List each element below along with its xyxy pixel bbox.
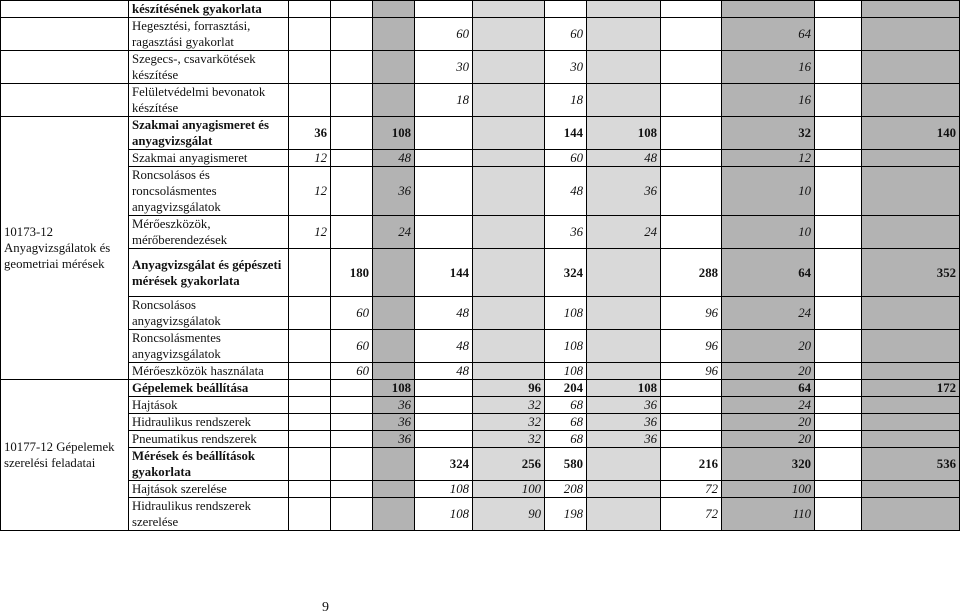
hours-cell [815, 84, 862, 117]
module-cell: 10173-12 Anyagvizsgálatok és geometriai mérések [1, 117, 129, 380]
hours-cell [862, 216, 960, 249]
table-row [1, 18, 960, 51]
table-row [1, 51, 960, 84]
hours-cell [331, 51, 373, 84]
hours-cell [473, 330, 545, 363]
hours-cell [415, 397, 473, 414]
subject-name: Szakmai anyagismeret [129, 150, 289, 167]
subject-name: Hajtások [129, 397, 289, 414]
hours-cell: 108 [587, 117, 661, 150]
hours-cell [473, 150, 545, 167]
hours-cell: 64 [722, 249, 815, 297]
table-row [1, 414, 960, 431]
hours-cell: 100 [722, 481, 815, 498]
hours-cell: 48 [373, 150, 415, 167]
hours-cell: 10 [722, 167, 815, 216]
hours-cell: 32 [473, 397, 545, 414]
hours-cell: 20 [722, 363, 815, 380]
hours-cell: 36 [373, 397, 415, 414]
hours-cell: 180 [331, 249, 373, 297]
hours-cell: 256 [473, 448, 545, 481]
hours-cell [862, 498, 960, 531]
hours-cell: 108 [373, 380, 415, 397]
hours-cell [473, 297, 545, 330]
subject-name: Hegesztési, forrasztási, ragasztási gyakorlat [129, 18, 289, 51]
hours-cell [862, 330, 960, 363]
hours-cell [815, 51, 862, 84]
hours-cell: 20 [722, 414, 815, 431]
hours-cell [587, 330, 661, 363]
hours-cell: 12 [722, 150, 815, 167]
subject-name: Roncsolásos és roncsolásmentes anyagvizsgálatok [129, 167, 289, 216]
hours-cell: 24 [722, 297, 815, 330]
hours-cell [415, 167, 473, 216]
hours-cell [415, 117, 473, 150]
hours-cell: 68 [545, 397, 587, 414]
hours-cell [473, 18, 545, 51]
hours-cell [587, 18, 661, 51]
subject-name: Szakmai anyagismeret és anyagvizsgálat [129, 117, 289, 150]
hours-cell [862, 150, 960, 167]
hours-cell [587, 297, 661, 330]
subject-name: Hidraulikus rendszerek [129, 414, 289, 431]
hours-cell [331, 414, 373, 431]
hours-cell [587, 481, 661, 498]
hours-cell: 20 [722, 330, 815, 363]
hours-cell [289, 18, 331, 51]
hours-cell: 20 [722, 431, 815, 448]
hours-cell: 216 [661, 448, 722, 481]
hours-cell: 16 [722, 51, 815, 84]
hours-cell: 24 [722, 397, 815, 414]
hours-cell [661, 414, 722, 431]
hours-cell [661, 216, 722, 249]
hours-cell: 64 [722, 380, 815, 397]
hours-cell [722, 1, 815, 18]
hours-cell [862, 431, 960, 448]
hours-cell: 60 [545, 150, 587, 167]
hours-cell [862, 167, 960, 216]
hours-cell [415, 431, 473, 448]
hours-cell [289, 363, 331, 380]
subject-name: készítésének gyakorlata [129, 1, 289, 18]
hours-cell: 324 [545, 249, 587, 297]
hours-cell [373, 51, 415, 84]
hours-cell: 18 [545, 84, 587, 117]
hours-cell: 12 [289, 150, 331, 167]
hours-cell: 96 [661, 297, 722, 330]
hours-cell [587, 448, 661, 481]
hours-cell: 108 [545, 297, 587, 330]
hours-cell [331, 150, 373, 167]
hours-cell: 24 [373, 216, 415, 249]
subject-name: Roncsolásos anyagvizsgálatok [129, 297, 289, 330]
subject-name: Mérőeszközök használata [129, 363, 289, 380]
hours-cell [587, 84, 661, 117]
hours-cell: 36 [587, 167, 661, 216]
hours-cell: 90 [473, 498, 545, 531]
hours-cell [373, 297, 415, 330]
hours-cell [289, 330, 331, 363]
hours-cell: 60 [331, 330, 373, 363]
hours-cell: 36 [373, 431, 415, 448]
hours-cell [862, 414, 960, 431]
hours-cell: 36 [587, 397, 661, 414]
hours-cell: 48 [545, 167, 587, 216]
module-cell-empty [1, 18, 129, 51]
table-row [1, 150, 960, 167]
hours-cell [331, 167, 373, 216]
subject-name: Hidraulikus rendszerek szerelése [129, 498, 289, 531]
hours-cell: 108 [415, 481, 473, 498]
hours-cell [862, 84, 960, 117]
hours-cell: 108 [415, 498, 473, 531]
table-row [1, 249, 960, 297]
hours-cell [473, 363, 545, 380]
hours-cell [373, 1, 415, 18]
hours-cell [661, 431, 722, 448]
hours-cell [815, 330, 862, 363]
hours-cell [331, 1, 373, 18]
table-row [1, 84, 960, 117]
table-row [1, 330, 960, 363]
hours-cell [661, 150, 722, 167]
hours-cell [661, 380, 722, 397]
hours-cell [815, 363, 862, 380]
hours-cell: 324 [415, 448, 473, 481]
hours-cell [473, 51, 545, 84]
hours-cell: 64 [722, 18, 815, 51]
hours-cell: 30 [545, 51, 587, 84]
hours-cell [289, 84, 331, 117]
hours-cell [415, 380, 473, 397]
hours-cell [815, 18, 862, 51]
table-row [1, 167, 960, 216]
hours-cell [661, 397, 722, 414]
module-cell-empty [1, 51, 129, 84]
hours-cell: 96 [473, 380, 545, 397]
hours-cell: 144 [415, 249, 473, 297]
hours-cell: 36 [587, 431, 661, 448]
hours-cell [289, 481, 331, 498]
hours-cell: 110 [722, 498, 815, 531]
subject-name: Roncsolásmentes anyagvizsgálatok [129, 330, 289, 363]
table-row [1, 498, 960, 531]
hours-cell [473, 1, 545, 18]
hours-cell [331, 18, 373, 51]
hours-cell [815, 249, 862, 297]
hours-cell: 536 [862, 448, 960, 481]
hours-cell [815, 117, 862, 150]
hours-cell [473, 117, 545, 150]
hours-cell [587, 249, 661, 297]
hours-cell: 72 [661, 498, 722, 531]
module-cell: 10177-12 Gépelemek szerelési feladatai [1, 380, 129, 531]
hours-cell [415, 1, 473, 18]
hours-cell: 108 [587, 380, 661, 397]
hours-cell: 140 [862, 117, 960, 150]
table-row [1, 380, 960, 397]
hours-cell: 32 [722, 117, 815, 150]
hours-cell [331, 216, 373, 249]
hours-cell: 172 [862, 380, 960, 397]
subject-name: Felületvédelmi bevonatok készítése [129, 84, 289, 117]
hours-cell: 48 [415, 330, 473, 363]
hours-cell [661, 117, 722, 150]
hours-cell: 204 [545, 380, 587, 397]
hours-cell: 24 [587, 216, 661, 249]
table-row [1, 431, 960, 448]
hours-cell [862, 297, 960, 330]
hours-cell [373, 249, 415, 297]
hours-cell: 108 [545, 363, 587, 380]
hours-cell: 144 [545, 117, 587, 150]
hours-cell [815, 216, 862, 249]
hours-cell [473, 249, 545, 297]
hours-cell [473, 216, 545, 249]
page-number: 9 [322, 600, 329, 615]
hours-cell: 36 [373, 167, 415, 216]
hours-cell [289, 249, 331, 297]
table-row [1, 363, 960, 380]
hours-cell [815, 150, 862, 167]
hours-cell [289, 448, 331, 481]
module-cell-empty [1, 84, 129, 117]
hours-cell [815, 380, 862, 397]
hours-cell: 352 [862, 249, 960, 297]
hours-cell [289, 1, 331, 18]
hours-cell [373, 84, 415, 117]
hours-cell: 108 [545, 330, 587, 363]
hours-cell: 36 [289, 117, 331, 150]
table-row [1, 481, 960, 498]
hours-cell [862, 481, 960, 498]
hours-cell [587, 1, 661, 18]
hours-cell: 30 [415, 51, 473, 84]
table-row [1, 117, 960, 150]
hours-cell [331, 498, 373, 531]
hours-cell: 32 [473, 414, 545, 431]
hours-cell [373, 498, 415, 531]
hours-cell: 36 [545, 216, 587, 249]
hours-cell [331, 84, 373, 117]
subject-name: Mérések és beállítások gyakorlata [129, 448, 289, 481]
hours-cell [862, 51, 960, 84]
hours-cell: 60 [331, 363, 373, 380]
subject-name: Pneumatikus rendszerek [129, 431, 289, 448]
hours-cell: 72 [661, 481, 722, 498]
hours-cell [815, 297, 862, 330]
hours-cell: 60 [545, 18, 587, 51]
hours-cell: 208 [545, 481, 587, 498]
hours-cell [815, 498, 862, 531]
hours-cell [815, 167, 862, 216]
hours-cell: 68 [545, 431, 587, 448]
hours-cell [473, 84, 545, 117]
subject-name: Hajtások szerelése [129, 481, 289, 498]
subject-name: Gépelemek beállítása [129, 380, 289, 397]
hours-cell: 580 [545, 448, 587, 481]
hours-cell: 12 [289, 167, 331, 216]
hours-cell [415, 216, 473, 249]
hours-cell: 36 [373, 414, 415, 431]
hours-cell [373, 481, 415, 498]
hours-cell [373, 363, 415, 380]
hours-cell [289, 431, 331, 448]
hours-cell [289, 397, 331, 414]
hours-cell: 288 [661, 249, 722, 297]
hours-cell [862, 18, 960, 51]
hours-cell [289, 51, 331, 84]
hours-cell [331, 380, 373, 397]
hours-cell [289, 297, 331, 330]
hours-cell: 32 [473, 431, 545, 448]
hours-cell [587, 498, 661, 531]
hours-cell [815, 431, 862, 448]
hours-cell [815, 448, 862, 481]
hours-cell [289, 498, 331, 531]
hours-cell [661, 1, 722, 18]
hours-cell [373, 18, 415, 51]
hours-cell [815, 414, 862, 431]
hours-cell [661, 84, 722, 117]
hours-cell: 60 [415, 18, 473, 51]
hours-cell: 198 [545, 498, 587, 531]
hours-cell [373, 448, 415, 481]
hours-cell [289, 380, 331, 397]
table-row [1, 397, 960, 414]
module-cell-empty [1, 1, 129, 18]
hours-cell [415, 414, 473, 431]
hours-cell [331, 431, 373, 448]
hours-cell [289, 414, 331, 431]
table-row [1, 1, 960, 18]
hours-cell: 10 [722, 216, 815, 249]
hours-cell [415, 150, 473, 167]
table-row [1, 216, 960, 249]
hours-cell: 48 [415, 363, 473, 380]
hours-cell [331, 448, 373, 481]
hours-cell: 108 [373, 117, 415, 150]
subject-name: Szegecs-, csavarkötések készítése [129, 51, 289, 84]
table-row [1, 297, 960, 330]
hours-cell [331, 397, 373, 414]
hours-cell [815, 397, 862, 414]
hours-cell [815, 1, 862, 18]
hours-cell: 100 [473, 481, 545, 498]
table-row [1, 448, 960, 481]
hours-cell: 48 [415, 297, 473, 330]
hours-cell: 48 [587, 150, 661, 167]
hours-cell [661, 18, 722, 51]
hours-cell [373, 330, 415, 363]
hours-cell [545, 1, 587, 18]
hours-cell: 60 [331, 297, 373, 330]
hours-cell [815, 481, 862, 498]
hours-cell: 320 [722, 448, 815, 481]
hours-cell [661, 167, 722, 216]
hours-cell: 96 [661, 363, 722, 380]
hours-cell [331, 481, 373, 498]
hours-cell [587, 363, 661, 380]
hours-cell: 96 [661, 330, 722, 363]
hours-cell [473, 167, 545, 216]
hours-cell [862, 397, 960, 414]
hours-cell: 16 [722, 84, 815, 117]
hours-cell [862, 363, 960, 380]
hours-cell [331, 117, 373, 150]
hours-cell [661, 51, 722, 84]
hours-cell [587, 51, 661, 84]
hours-cell: 12 [289, 216, 331, 249]
hours-cell: 18 [415, 84, 473, 117]
hours-cell [862, 1, 960, 18]
hours-cell: 68 [545, 414, 587, 431]
subject-name: Mérőeszközök, mérőberendezések [129, 216, 289, 249]
subject-name: Anyagvizsgálat és gépészeti mérések gyakorlata [129, 249, 289, 297]
hours-cell: 36 [587, 414, 661, 431]
